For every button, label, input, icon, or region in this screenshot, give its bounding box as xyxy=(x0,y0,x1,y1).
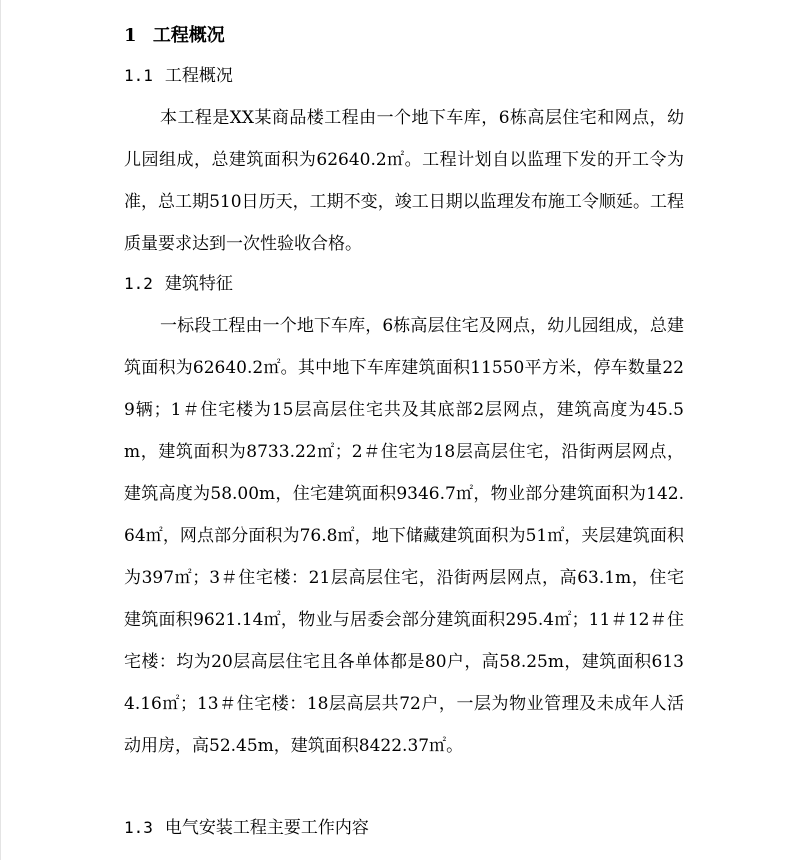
chapter-title: 工程概况 xyxy=(152,25,225,46)
chapter-number: 1 xyxy=(124,25,137,46)
section-title: 建筑特征 xyxy=(164,274,233,294)
section-title: 电气安装工程主要工作内容 xyxy=(164,818,369,838)
page-edge-divider xyxy=(0,0,1,860)
section-heading-1-3 xyxy=(124,814,369,842)
chapter-heading xyxy=(124,22,225,50)
section-number: 1.2 xyxy=(124,274,153,293)
section-heading-1-1 xyxy=(124,62,233,90)
section-title: 工程概况 xyxy=(164,66,233,86)
section-heading-1-2 xyxy=(124,270,233,298)
paragraph-building-features: 一标段工程由一个地下车库，6栋高层住宅及网点，幼儿园组成，总建筑面积为62640.2㎡。其中地下车库建筑面积11550平方米，停车数量229辆；1＃住宅楼为15层高层住宅共及其底部2层网点，建筑高度为45.5m，建筑面积为8733.22㎡；2＃住宅为18层高层住宅，沿街两层网点，建筑高度为58.00m，住宅建筑面积9346.7㎡，物业部分建筑面积为142.64㎡，网点部分面积为76.8㎡，地下储藏建筑面积为51㎡，夹层建筑面积为397㎡；3＃住宅楼：21层高层住宅，沿街两层网点，高63.1m，住宅建筑面积9621.14㎡，物业与居委会部分建筑面积295.4㎡；11＃12＃住宅楼：均为20层高层住宅且各单体都是80户，高58.25m，建筑面积6134.16㎡；13＃住宅楼：18层高层共72户，一层为物业管理及未成年人活动用房，高52.45m，建筑面积8422.37㎡。 xyxy=(124,316,684,756)
paragraph-overview: 本工程是XX某商品楼工程由一个地下车库，6栋高层住宅和网点，幼儿园组成，总建筑面积为62640.2㎡。工程计划自以监理下发的开工令为准，总工期510日历天，工期不变，竣工日期以监理发布施工令顺延。工程质量要求达到一次性验收合格。 xyxy=(124,108,684,254)
section-number: 1.1 xyxy=(124,66,153,85)
section-number: 1.3 xyxy=(124,818,153,837)
